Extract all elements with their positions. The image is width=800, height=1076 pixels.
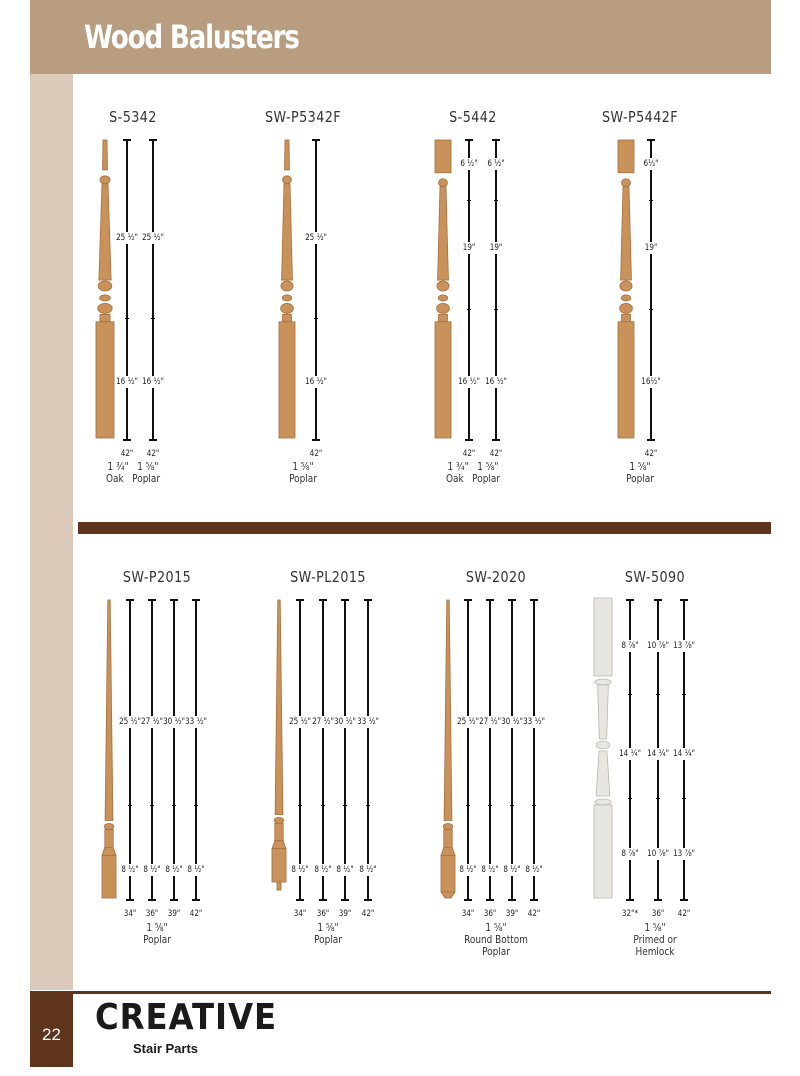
baluster-part [622, 179, 631, 187]
dimension-cap [508, 599, 516, 601]
dimension-cap [296, 899, 304, 901]
dimension-line [299, 600, 301, 900]
dimension-tick [150, 805, 154, 806]
dimension-label: 33 ½" [357, 717, 379, 727]
baluster-part [441, 892, 455, 898]
baluster-part [596, 741, 610, 749]
dimension-cap [126, 599, 134, 601]
dimension-label: 8 ⅞" [621, 849, 639, 859]
dimension-label: 14 ¼" [619, 749, 641, 759]
dimension-label: 8 ½" [525, 865, 543, 875]
dimension-cap [170, 899, 178, 901]
dimension-label: 16½" [641, 377, 661, 387]
dimension-cap [364, 899, 372, 901]
dimension-label: 19" [462, 243, 476, 253]
baluster-part [622, 314, 631, 321]
baluster-part [595, 799, 611, 805]
dimension-label: 6 ½" [460, 159, 478, 169]
product-spec: 1 ⅝" Poplar [314, 922, 342, 946]
baluster-part [594, 805, 612, 898]
dimension-cap [464, 899, 472, 901]
dimension-tick [628, 694, 632, 695]
dimension-label: 8 ½" [503, 865, 521, 875]
product-spec: 1 ⅝" Poplar [143, 922, 171, 946]
dimension-label: 33 ½" [523, 717, 545, 727]
dimension-label: 19" [644, 243, 658, 253]
dimension-label: 16 ½" [485, 377, 507, 387]
dimension-label: 8 ½" [165, 865, 183, 875]
product-spec: 1 ⅝" Round Bottom Poplar [464, 922, 528, 958]
dimension-line [152, 140, 154, 440]
dimension-cap [192, 899, 200, 901]
product-spec: 1 ⅝" Poplar [289, 461, 317, 485]
total-height-label: 42" [120, 449, 134, 459]
dimension-tick [194, 805, 198, 806]
dimension-cap [486, 899, 494, 901]
dimension-cap [312, 439, 320, 441]
dimension-cap [319, 899, 327, 901]
baluster-part [100, 295, 111, 301]
dimension-cap [465, 439, 473, 441]
product-spec: 1 ⅝" Poplar [626, 461, 654, 485]
dimension-tick [314, 318, 318, 319]
baluster-part [98, 303, 112, 313]
baluster-part [439, 179, 448, 187]
dimension-tick [467, 200, 471, 201]
product-model: SW-P2015 [122, 568, 192, 586]
total-height-label: 34" [293, 909, 307, 919]
dimension-tick [649, 309, 653, 310]
page-number: 22 [30, 994, 73, 1067]
baluster-image [270, 600, 288, 894]
total-height-label: 42" [146, 449, 160, 459]
baluster-part [277, 882, 281, 890]
total-height-label: 36" [145, 909, 159, 919]
dimension-tick [510, 805, 514, 806]
baluster-image [100, 600, 118, 902]
total-height-label: 39" [505, 909, 519, 919]
dimension-cap [654, 599, 662, 601]
dimension-line [129, 600, 131, 900]
total-height-label: 39" [338, 909, 352, 919]
total-height-label: 42" [644, 449, 658, 459]
dimension-tick [366, 805, 370, 806]
dimension-line [495, 140, 497, 440]
baluster-part [102, 847, 116, 855]
dimension-cap [312, 139, 320, 141]
dimension-line [315, 140, 317, 440]
dimension-tick [466, 805, 470, 806]
baluster-part [444, 829, 452, 847]
baluster-part [443, 823, 453, 829]
dimension-label: 25 ½" [119, 717, 141, 727]
baluster-part [285, 140, 290, 170]
baluster-part [435, 140, 451, 173]
dimension-tick [172, 805, 176, 806]
dimension-label: 8 ½" [359, 865, 377, 875]
total-height-label: 39" [167, 909, 181, 919]
dimension-label: 33 ½" [185, 717, 207, 727]
baluster-part [272, 841, 286, 849]
side-band [30, 74, 73, 990]
total-height-label: 42" [489, 449, 503, 459]
baluster-part [105, 829, 113, 847]
baluster-part [281, 303, 294, 313]
dimension-cap [123, 439, 131, 441]
dimension-cap [508, 899, 516, 901]
dimension-cap [530, 899, 538, 901]
dimension-tick [649, 200, 653, 201]
dimension-cap [492, 139, 500, 141]
total-height-label: 42" [189, 909, 203, 919]
baluster-part [100, 176, 110, 184]
baluster-part [595, 679, 611, 685]
baluster-part [594, 598, 612, 676]
dimension-tick [467, 309, 471, 310]
dimension-label: 8 ½" [187, 865, 205, 875]
baluster-part [282, 184, 293, 280]
dimension-cap [626, 899, 634, 901]
baluster-part [435, 322, 451, 438]
baluster-image [433, 140, 453, 442]
dimension-tick [532, 805, 536, 806]
product-spec: 1 ¾" 1 ⅝" Oak Poplar [446, 461, 500, 485]
dimension-label: 8 ½" [291, 865, 309, 875]
total-height-label: 36" [316, 909, 330, 919]
brand-logo: CREATIVE [95, 997, 277, 1038]
dimension-label: 6½" [643, 159, 659, 169]
dimension-line [467, 600, 469, 900]
dimension-label: 30 ½" [501, 717, 523, 727]
baluster-part [444, 600, 452, 821]
baluster-part [103, 140, 108, 170]
baluster-part [618, 140, 634, 173]
baluster-part [100, 314, 110, 321]
baluster-part [620, 303, 633, 313]
total-height-label: 42" [361, 909, 375, 919]
dimension-cap [296, 599, 304, 601]
dimension-line [650, 140, 652, 440]
dimension-cap [149, 439, 157, 441]
total-height-label: 32"* [621, 909, 639, 919]
dimension-label: 8 ½" [143, 865, 161, 875]
dimension-label: 14 ¼" [647, 749, 669, 759]
dimension-label: 27 ½" [312, 717, 334, 727]
dimension-tick [125, 318, 129, 319]
dimension-tick [488, 805, 492, 806]
dimension-label: 8 ½" [481, 865, 499, 875]
baluster-part [98, 281, 112, 291]
dimension-label: 10 ⅞" [647, 849, 669, 859]
dimension-label: 25 ½" [142, 233, 164, 243]
dimension-label: 10 ⅞" [647, 641, 669, 651]
baluster-part [281, 281, 293, 291]
dimension-label: 27 ½" [141, 717, 163, 727]
dimension-tick [321, 805, 325, 806]
dimension-label: 8 ½" [459, 865, 477, 875]
baluster-part [275, 823, 283, 840]
dimension-label: 25 ½" [116, 233, 138, 243]
dimension-label: 25 ½" [457, 717, 479, 727]
baluster-image [439, 600, 457, 902]
baluster-part [96, 322, 114, 438]
baluster-part [441, 847, 455, 855]
dimension-cap [149, 139, 157, 141]
baluster-part [99, 184, 111, 280]
dimension-cap [364, 599, 372, 601]
dimension-label: 16 ½" [458, 377, 480, 387]
dimension-label: 19" [489, 243, 503, 253]
dimension-label: 16 ½" [116, 377, 138, 387]
baluster-image [94, 140, 116, 442]
dimension-cap [647, 139, 655, 141]
baluster-part [272, 849, 286, 882]
dimension-tick [628, 798, 632, 799]
footer-rule [30, 991, 771, 994]
dimension-label: 30 ½" [334, 717, 356, 727]
baluster-image [592, 598, 614, 902]
dimension-label: 16 ½" [142, 377, 164, 387]
dimension-cap [680, 599, 688, 601]
total-height-label: 34" [461, 909, 475, 919]
dimension-cap [647, 439, 655, 441]
dimension-line [344, 600, 346, 900]
dimension-tick [494, 200, 498, 201]
page-title: Wood Balusters [84, 18, 299, 56]
dimension-line [533, 600, 535, 900]
dimension-cap [492, 439, 500, 441]
dimension-cap [341, 899, 349, 901]
dimension-cap [319, 599, 327, 601]
dimension-line [195, 600, 197, 900]
dimension-line [151, 600, 153, 900]
dimension-tick [343, 805, 347, 806]
dimension-cap [123, 139, 131, 141]
dimension-label: 25 ½" [305, 233, 327, 243]
baluster-image [616, 140, 636, 442]
dimension-cap [530, 599, 538, 601]
baluster-part [438, 187, 449, 280]
dimension-tick [656, 694, 660, 695]
product-model: SW-PL2015 [290, 568, 366, 586]
baluster-part [105, 600, 113, 821]
dimension-tick [151, 318, 155, 319]
dimension-cap [464, 599, 472, 601]
dimension-cap [680, 899, 688, 901]
total-height-label: 36" [651, 909, 665, 919]
product-model: SW-2020 [465, 568, 527, 586]
dimension-cap [170, 599, 178, 601]
dimension-line [468, 140, 470, 440]
dimension-label: 8 ½" [336, 865, 354, 875]
total-height-label: 36" [483, 909, 497, 919]
dimension-tick [656, 798, 660, 799]
dimension-label: 8 ½" [121, 865, 139, 875]
baluster-part [279, 322, 295, 438]
dimension-line [511, 600, 513, 900]
dimension-tick [298, 805, 302, 806]
product-model: S-5342 [109, 108, 157, 126]
baluster-part [437, 281, 449, 291]
dimension-label: 8 ½" [314, 865, 332, 875]
brand-tagline: Stair Parts [133, 1041, 199, 1056]
baluster-part [596, 751, 610, 796]
dimension-tick [682, 798, 686, 799]
baluster-part [598, 685, 609, 739]
product-model: SW-P5342F [264, 108, 342, 126]
dimension-label: 13 ⅞" [673, 641, 695, 651]
baluster-part [102, 855, 116, 898]
baluster-part [438, 295, 448, 301]
product-model: SW-P5442F [601, 108, 679, 126]
baluster-part [283, 176, 292, 184]
dimension-cap [148, 899, 156, 901]
total-height-label: 42" [462, 449, 476, 459]
baluster-part [439, 314, 448, 321]
baluster-image [277, 140, 297, 442]
dimension-label: 8 ⅞" [621, 641, 639, 651]
baluster-part [620, 281, 632, 291]
dimension-cap [192, 599, 200, 601]
dimension-cap [486, 599, 494, 601]
dimension-tick [494, 309, 498, 310]
section-divider [78, 522, 771, 534]
product-model: S-5442 [449, 108, 497, 126]
product-spec: 1 ¾" 1 ⅝" Oak Poplar [106, 461, 160, 485]
dimension-label: 30 ½" [163, 717, 185, 727]
baluster-part [621, 187, 632, 280]
dimension-tick [128, 805, 132, 806]
dimension-line [173, 600, 175, 900]
product-spec: 1 ⅝" Primed or Hemlock [633, 922, 677, 958]
dimension-label: 14 ¼" [673, 749, 695, 759]
dimension-cap [626, 599, 634, 601]
baluster-part [441, 855, 455, 892]
total-height-label: 42" [309, 449, 323, 459]
total-height-label: 42" [527, 909, 541, 919]
total-height-label: 42" [677, 909, 691, 919]
baluster-part [282, 295, 292, 301]
baluster-part [275, 600, 283, 815]
dimension-line [322, 600, 324, 900]
dimension-cap [126, 899, 134, 901]
dimension-label: 27 ½" [479, 717, 501, 727]
dimension-label: 16 ½" [305, 377, 327, 387]
baluster-part [283, 314, 292, 321]
dimension-cap [465, 139, 473, 141]
dimension-label: 13 ⅞" [673, 849, 695, 859]
dimension-line [367, 600, 369, 900]
baluster-part [621, 295, 631, 301]
baluster-part [437, 303, 450, 313]
dimension-cap [148, 599, 156, 601]
baluster-part [274, 817, 284, 823]
product-model: SW-5090 [624, 568, 686, 586]
baluster-part [104, 823, 114, 829]
dimension-line [126, 140, 128, 440]
dimension-line [489, 600, 491, 900]
dimension-label: 25 ½" [289, 717, 311, 727]
dimension-cap [341, 599, 349, 601]
dimension-label: 6 ½" [487, 159, 505, 169]
baluster-part [618, 322, 634, 438]
dimension-cap [654, 899, 662, 901]
total-height-label: 34" [123, 909, 137, 919]
dimension-tick [682, 694, 686, 695]
